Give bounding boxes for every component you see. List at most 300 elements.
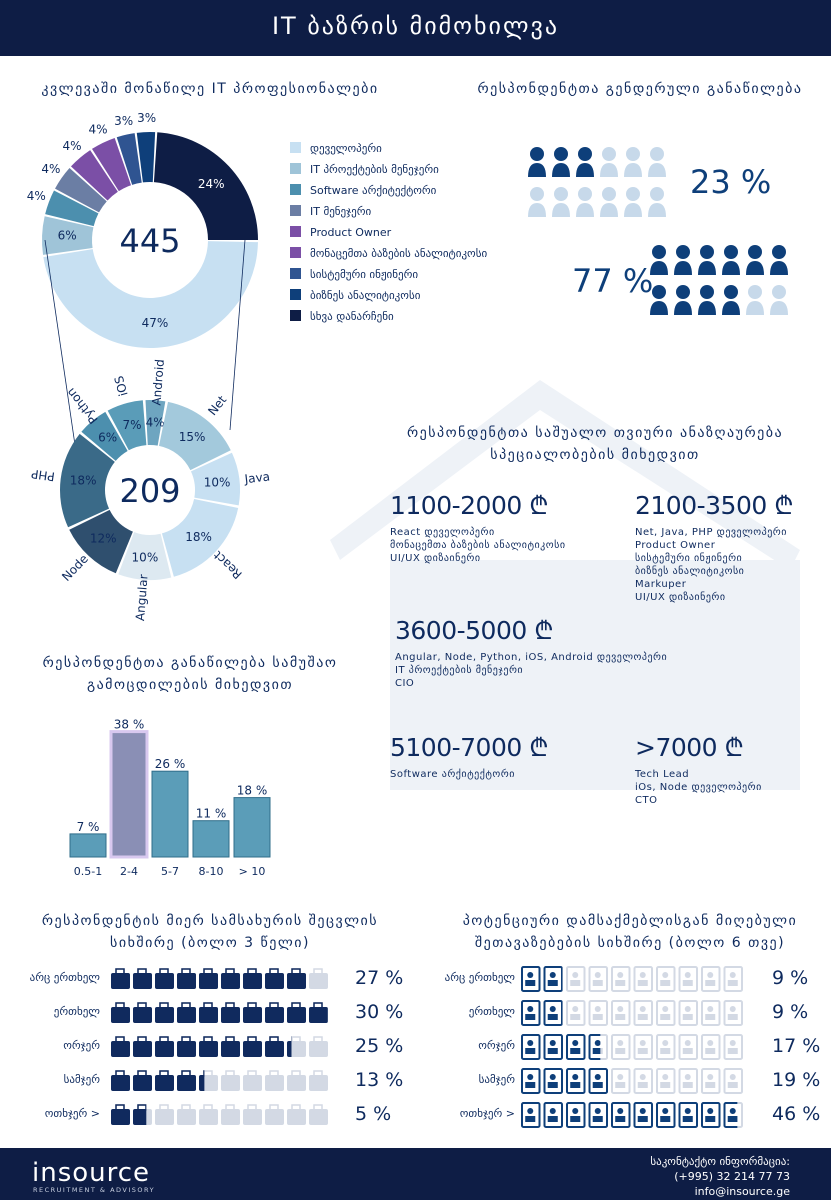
salary-role: CTO: [635, 795, 658, 806]
resume-icon: [545, 1001, 563, 1025]
resume-icon: [657, 1001, 675, 1025]
row-percentage: 25 %: [355, 1035, 404, 1057]
briefcase-icon: [309, 1109, 328, 1125]
briefcase-icon: [199, 1041, 218, 1057]
salary-tier: [635, 488, 793, 604]
resume-icon: [567, 1103, 585, 1127]
resume-icon: [545, 1103, 563, 1127]
legend-label: ბიზნეს ანალიტიკოსი: [310, 289, 421, 302]
briefcase-icon: [309, 1075, 328, 1091]
resume-icon: [635, 967, 653, 991]
experience-bar-chart: [60, 705, 290, 885]
resume-icon: [657, 967, 675, 991]
person-icon: [552, 147, 570, 177]
experience-title-line1: რესპონდენტთა განაწილება სამუშაო: [42, 655, 338, 671]
salary-role: UI/UX დიზაინერი: [635, 592, 726, 603]
legend-item: [290, 142, 382, 158]
row-category-label: არც ერთხელ: [29, 971, 100, 984]
briefcase-icon: [111, 1007, 130, 1023]
resume-icon: [725, 1103, 743, 1127]
row-category-label: სამჯერ: [478, 1073, 515, 1086]
resume-icon: [522, 1001, 540, 1025]
legend-label: IT მენეჯერი: [310, 205, 372, 218]
briefcase-icon: [155, 1075, 174, 1091]
resume-icon: [635, 1001, 653, 1025]
person-icon: [648, 147, 666, 177]
person-icon: [770, 245, 788, 275]
salary-tier: [390, 730, 548, 781]
resume-icon: [522, 1035, 540, 1059]
resume-icon: [590, 1069, 608, 1093]
legend-item: [290, 289, 420, 305]
briefcase-icon: [287, 1109, 306, 1125]
experience-category-label: > 10: [238, 865, 266, 878]
resume-icon: [702, 1103, 720, 1127]
category-label: Node: [59, 551, 91, 584]
row-percentage: 19 %: [772, 1069, 821, 1091]
resume-icon: [702, 1001, 720, 1025]
resume-icon: [612, 1069, 630, 1093]
briefcase-icon: [265, 1075, 284, 1091]
briefcase-icon: [265, 973, 284, 989]
salary-roles: [390, 526, 566, 565]
salary-range: 5100-7000 ₾: [390, 733, 548, 762]
resume-icon: [590, 967, 608, 991]
icon-row: [520, 999, 760, 1027]
legend-item: [290, 184, 436, 200]
resume-icon: [612, 1035, 630, 1059]
category-label: PHP: [30, 466, 56, 484]
donut-slice-label: 12%: [89, 531, 117, 546]
resume-icon: [680, 1069, 698, 1093]
person-icon: [624, 147, 642, 177]
salary-role: IT პროექტების მენეჯერი: [395, 665, 524, 676]
briefcase-icon: [221, 1075, 240, 1091]
legend-swatch: [290, 142, 301, 153]
resume-icon: [567, 1069, 585, 1093]
briefcase-icon: [309, 1007, 328, 1023]
experience-category-label: 2-4: [120, 865, 138, 878]
salary-roles: [390, 768, 548, 781]
resume-icon: [567, 967, 585, 991]
legend-item: [290, 226, 391, 242]
salary-role: Software არქიტექტორი: [390, 769, 515, 780]
salary-role: Product Owner: [635, 540, 716, 551]
legend-label: სისტემური ინჟინერი: [310, 268, 419, 281]
icon-row: [110, 1033, 350, 1061]
resume-icon: [725, 1001, 743, 1025]
resume-icon: [635, 1001, 653, 1025]
resume-icon: [522, 1103, 540, 1127]
briefcase-icon: [287, 973, 306, 989]
legend-item: [290, 268, 418, 284]
resume-icon: [612, 1069, 630, 1093]
footer-email[interactable]: info@insource.ge: [694, 1185, 790, 1198]
experience-bar: [193, 821, 229, 857]
resume-icon: [522, 967, 540, 991]
donut-slice-label: 47%: [141, 315, 169, 330]
briefcase-icon: [199, 1007, 218, 1023]
donut-slice-label: 18%: [185, 529, 212, 544]
salary-role: Angular, Node, Python, iOS, Android დეველოპერი: [395, 652, 668, 663]
resume-icon: [657, 1069, 675, 1093]
resume-icon: [725, 1035, 743, 1059]
resume-icon: [612, 1035, 630, 1059]
donut-slice-label: 4%: [41, 161, 61, 176]
resume-icon: [567, 1103, 585, 1127]
jobchange-title-line1: რესპონდენტის მიერ სამსახურის შეცვლის: [41, 913, 379, 929]
salary-role: Tech Lead: [635, 769, 690, 780]
briefcase-icon: [111, 1075, 130, 1091]
salary-range: 3600-5000 ₾: [395, 616, 553, 645]
experience-value-label: 11 %: [195, 806, 227, 821]
briefcase-icon: [155, 1109, 174, 1125]
legend-item: [290, 247, 487, 263]
legend-swatch: [290, 163, 301, 174]
donut-slice-label: 10%: [131, 550, 159, 565]
footer-contact-title: საკონტაქტო ინფორმაცია:: [650, 1155, 790, 1168]
resume-icon: [612, 1001, 630, 1025]
donut-slice-label: 6%: [98, 430, 118, 445]
briefcase-icon: [243, 1075, 262, 1091]
resume-icon: [612, 967, 630, 991]
legend-label: მონაცემთა ბაზების ანალიტიკოსი: [310, 247, 488, 260]
briefcase-icon: [199, 973, 218, 989]
briefcase-icon: [243, 973, 262, 989]
resume-icon: [612, 1001, 630, 1025]
briefcase-icon: [111, 973, 130, 989]
icon-row: [520, 1033, 760, 1061]
resume-icon: [725, 1001, 743, 1025]
resume-icon: [545, 1069, 563, 1093]
resume-icon: [657, 1035, 675, 1059]
resume-icon: [612, 1103, 630, 1127]
person-icon: [552, 187, 570, 217]
briefcase-icon: [265, 1109, 284, 1125]
resume-icon: [680, 967, 698, 991]
briefcase-icon: [287, 1075, 306, 1091]
legend-label: დეველოპერი: [310, 142, 382, 155]
professionals-title: კვლევაში მონაწილე IT პროფესიონალები: [41, 81, 379, 97]
resume-icon: [702, 967, 720, 991]
footer-logo-sub: RECRUITMENT & ADVISORY: [33, 1186, 156, 1194]
donut-slice-label: 4%: [88, 122, 108, 137]
legend-label: Software არქიტექტორი: [310, 184, 437, 197]
legend-item: [290, 163, 439, 179]
resume-icon: [680, 1001, 698, 1025]
experience-value-label: 26 %: [154, 757, 186, 772]
experience-bar: [234, 798, 270, 857]
category-label: iOS: [111, 374, 131, 398]
resume-icon: [725, 1069, 743, 1093]
resume-icon: [590, 1035, 608, 1059]
donut-slice-label: 7%: [122, 417, 142, 432]
resume-icon: [590, 1069, 608, 1093]
person-icon: [770, 285, 788, 315]
legend-swatch: [290, 268, 301, 279]
briefcase-icon: [309, 973, 328, 989]
category-label: Android: [149, 358, 167, 406]
jobchange-title-line2: სიხშირე (ბოლო 3 წელი): [110, 935, 310, 951]
resume-icon: [680, 1069, 698, 1093]
donut-slice-label: 4%: [145, 415, 165, 430]
resume-icon: [567, 1069, 585, 1093]
resume-icon: [612, 967, 630, 991]
gender-title: რესპონდენტთა გენდერული განაწილება: [477, 81, 803, 97]
person-icon: [722, 245, 740, 275]
briefcase-icon: [221, 1109, 240, 1125]
resume-icon: [567, 1035, 585, 1059]
briefcase-icon: [133, 973, 152, 989]
briefcase-icon: [177, 1041, 196, 1057]
category-label: Python: [63, 385, 101, 427]
category-label: React: [210, 548, 245, 582]
resume-icon: [545, 1103, 563, 1127]
resume-icon: [590, 1001, 608, 1025]
person-icon: [698, 285, 716, 315]
resume-icon: [725, 967, 743, 991]
donut-slice-label: 10%: [203, 475, 231, 490]
resume-icon: [522, 967, 540, 991]
resume-icon: [635, 1069, 653, 1093]
briefcase-icon: [133, 1075, 152, 1091]
icon-row: [520, 1067, 760, 1095]
resume-icon: [657, 967, 675, 991]
row-percentage: 30 %: [355, 1001, 404, 1023]
resume-icon: [657, 1035, 675, 1059]
icon-row: [110, 965, 350, 993]
person-icon: [576, 147, 594, 177]
row-percentage: 13 %: [355, 1069, 404, 1091]
offers-title-line2: შეთავაზებების სიხშირე (ბოლო 6 თვე): [474, 935, 786, 951]
person-icon: [600, 147, 618, 177]
briefcase-icon: [309, 1041, 328, 1057]
salary-role: Net, Java, PHP დეველოპერი: [635, 527, 787, 538]
briefcase-icon: [155, 1041, 174, 1057]
briefcase-icon: [199, 1109, 218, 1125]
icon-row: [110, 1101, 350, 1129]
resume-icon: [522, 1069, 540, 1093]
resume-icon: [657, 1001, 675, 1025]
row-percentage: 46 %: [772, 1103, 821, 1125]
person-icon: [648, 187, 666, 217]
person-icon: [746, 245, 764, 275]
resume-icon: [567, 1001, 585, 1025]
resume-icon: [522, 1001, 540, 1025]
person-icon: [600, 187, 618, 217]
salary-role: iOs, Node დეველოპერი: [635, 782, 762, 793]
person-icon: [528, 147, 546, 177]
footer-logo: insource: [32, 1158, 151, 1188]
donut-slice-label: 3%: [137, 111, 157, 126]
resume-icon: [680, 1035, 698, 1059]
resume-icon: [657, 1103, 675, 1127]
legend-label: სხვა დანარჩენი: [310, 310, 394, 323]
person-icon: [722, 285, 740, 315]
icon-row: [110, 999, 350, 1027]
briefcase-icon: [177, 1075, 196, 1091]
experience-category-label: 5-7: [161, 865, 179, 878]
resume-icon: [680, 1103, 698, 1127]
salary-roles: [635, 526, 793, 604]
resume-icon: [522, 1035, 540, 1059]
briefcase-icon: [111, 1041, 130, 1057]
briefcase-icon: [133, 1007, 152, 1023]
professionals-total: 445: [119, 222, 181, 260]
briefcase-icon: [221, 1007, 240, 1023]
briefcase-icon: [265, 1041, 284, 1057]
offers-title-line1: პოტენციური დამსაქმებლისგან მიღებული: [462, 913, 798, 929]
resume-icon: [567, 1001, 585, 1025]
resume-icon: [545, 1001, 563, 1025]
salary-role: React დეველოპერი: [390, 527, 495, 538]
briefcase-icon: [155, 973, 174, 989]
resume-icon: [702, 1103, 720, 1127]
icon-row: [520, 1101, 760, 1129]
salary-tier: [390, 488, 566, 565]
donut-slice-label: 4%: [62, 139, 82, 154]
experience-bar: [111, 732, 147, 857]
resume-icon: [680, 1103, 698, 1127]
resume-icon: [702, 1035, 720, 1059]
resume-icon: [657, 1069, 675, 1093]
row-percentage: 5 %: [355, 1103, 392, 1125]
salary-title-line1: რესპონდენტთა საშუალო თვიური ანაზღაურება: [406, 425, 784, 441]
briefcase-icon: [221, 1041, 240, 1057]
experience-bar: [70, 834, 106, 857]
person-icon: [674, 285, 692, 315]
resume-icon: [680, 1035, 698, 1059]
icon-row: [110, 1067, 350, 1095]
salary-range: 2100-3500 ₾: [635, 491, 793, 520]
person-icon: [528, 187, 546, 217]
experience-category-label: 8-10: [198, 865, 224, 878]
page-title: IT ბაზრის მიმოხილვა: [271, 12, 560, 40]
footer-phone: (+995) 32 214 77 73: [674, 1170, 790, 1183]
legend-label: IT პროექტების მენეჯერი: [310, 163, 439, 176]
resume-icon: [702, 1001, 720, 1025]
experience-value-label: 7 %: [76, 819, 100, 834]
salary-role: Markuper: [635, 579, 687, 590]
resume-icon: [590, 1103, 608, 1127]
female-people-icons: [520, 140, 680, 220]
salary-range: >7000 ₾: [635, 733, 744, 762]
resume-icon: [545, 1035, 563, 1059]
legend-swatch: [290, 184, 301, 195]
row-percentage: 17 %: [772, 1035, 821, 1057]
resume-icon: [567, 967, 585, 991]
person-icon: [624, 187, 642, 217]
resume-icon: [725, 1035, 743, 1059]
resume-icon: [725, 967, 743, 991]
legend-swatch: [290, 310, 301, 321]
person-icon: [746, 285, 764, 315]
resume-icon: [590, 1103, 608, 1127]
category-label: Angular: [133, 573, 151, 622]
experience-value-label: 38 %: [113, 717, 145, 732]
briefcase-icon: [221, 973, 240, 989]
salary-role: ბიზნეს ანალიტიკოსი: [635, 566, 745, 577]
legend-swatch: [290, 226, 301, 237]
salary-role: სისტემური ინჟინერი: [635, 553, 743, 564]
resume-icon: [545, 967, 563, 991]
legend-swatch: [290, 205, 301, 216]
salary-role: მონაცემთა ბაზების ანალიტიკოსი: [390, 540, 566, 551]
legend-item: [290, 310, 394, 326]
briefcase-icon: [155, 1007, 174, 1023]
salary-roles: [395, 651, 667, 690]
salary-role: UI/UX დიზაინერი: [390, 553, 481, 564]
experience-title-line2: გამოცდილების მიხედვით: [86, 677, 294, 693]
resume-icon: [545, 1069, 563, 1093]
salary-title-line2: სპეციალობების მიხედვით: [490, 447, 700, 463]
briefcase-icon: [243, 1041, 262, 1057]
experience-bar: [152, 771, 188, 857]
salary-tier: [395, 613, 667, 690]
resume-icon: [522, 1069, 540, 1093]
resume-icon: [590, 1035, 608, 1059]
resume-icon: [725, 1069, 743, 1093]
resume-icon: [545, 967, 563, 991]
resume-icon: [702, 1069, 720, 1093]
legend-label: Product Owner: [310, 226, 392, 239]
row-category-label: სამჯერ: [63, 1073, 100, 1086]
briefcase-icon: [243, 1007, 262, 1023]
donut-slice-label: 18%: [69, 473, 97, 488]
icon-row: [520, 965, 760, 993]
briefcase-icon: [243, 1109, 262, 1125]
resume-icon: [680, 1001, 698, 1025]
salary-tier: [635, 730, 762, 807]
row-category-label: არც ერთხელ: [444, 971, 515, 984]
resume-icon: [567, 1035, 585, 1059]
row-category-label: ოთხჯერ >: [44, 1107, 100, 1120]
person-icon: [576, 187, 594, 217]
developers-total: 209: [119, 472, 181, 510]
resume-icon: [545, 1035, 563, 1059]
resume-icon: [702, 1035, 720, 1059]
salary-role: CIO: [395, 678, 415, 689]
resume-icon: [635, 1069, 653, 1093]
resume-icon: [702, 967, 720, 991]
resume-icon: [680, 967, 698, 991]
resume-icon: [635, 1103, 653, 1127]
resume-icon: [635, 967, 653, 991]
legend-swatch: [290, 247, 301, 258]
resume-icon: [702, 1069, 720, 1093]
row-category-label: ერთხელ: [468, 1005, 515, 1018]
briefcase-icon: [265, 1007, 284, 1023]
person-icon: [674, 245, 692, 275]
category-label: Java: [243, 469, 271, 487]
resume-icon: [657, 1103, 675, 1127]
row-category-label: ერთხელ: [53, 1005, 100, 1018]
row-percentage: 27 %: [355, 967, 404, 989]
legend-swatch: [290, 289, 301, 300]
resume-icon: [635, 1035, 653, 1059]
male-people-icons: [645, 238, 805, 318]
legend-item: [290, 205, 371, 221]
briefcase-icon: [177, 1007, 196, 1023]
briefcase-icon: [287, 1007, 306, 1023]
row-percentage: 9 %: [772, 1001, 809, 1023]
category-label: Net: [205, 392, 230, 419]
row-category-label: ორჯერ: [63, 1039, 100, 1052]
person-icon: [698, 245, 716, 275]
resume-icon: [635, 1103, 653, 1127]
donut-slice-label: 6%: [57, 228, 77, 243]
row-category-label: ოთხჯერ >: [459, 1107, 515, 1120]
